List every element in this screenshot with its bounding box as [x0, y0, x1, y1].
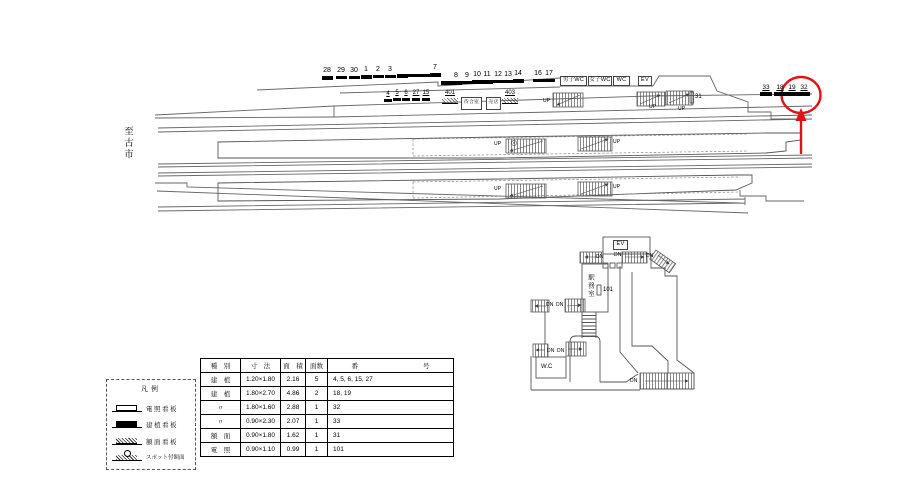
stair-dn-label: DN — [630, 378, 638, 384]
table-cell: 0.99 — [281, 443, 306, 457]
billboard-dash-icon — [422, 98, 430, 101]
billboard-number: 5 — [395, 90, 399, 97]
billboard-number: 1 — [364, 66, 368, 74]
table-cell: 〃 — [201, 401, 241, 415]
stair-up-label: UP — [678, 106, 686, 112]
table-row — [201, 415, 454, 429]
table-cell: 額 面 — [201, 429, 241, 443]
billboard-number: 18 — [776, 83, 784, 91]
table-row — [201, 373, 454, 387]
stair-up-label: UP — [649, 104, 657, 110]
billboard-number: 4 — [386, 90, 390, 97]
table-cell: 1.20×1.80 — [241, 373, 281, 387]
billboard-number: 13 — [504, 70, 512, 78]
room-wc-lower: W.C — [541, 364, 553, 370]
room-shop: 売店 — [486, 97, 501, 110]
billboard-dash-icon — [336, 76, 347, 80]
stair-up-label: UP — [543, 98, 551, 104]
billboard-number: 16 — [534, 69, 542, 77]
legend-item-label: 建植看板 — [146, 422, 178, 429]
table-row — [201, 401, 454, 415]
table-cell: 32 — [328, 401, 454, 415]
elevator-box: EV — [638, 76, 652, 86]
table-row — [201, 429, 454, 443]
billboard-number: 9 — [465, 71, 469, 79]
billboard-dash-icon — [760, 92, 772, 96]
table-cell: 1 — [306, 401, 328, 415]
billboard-number: 11 — [483, 71, 491, 79]
sign-401-label: 401 — [444, 90, 455, 96]
table-cell: 建 植 — [201, 387, 241, 401]
table-cell: 1.80×1.60 — [241, 401, 281, 415]
legend-item — [111, 397, 191, 414]
face-sign-icon — [502, 98, 518, 104]
table-cell: 2.16 — [281, 373, 306, 387]
table-cell: 0.90×2.30 — [241, 415, 281, 429]
sign-403-label: 403 — [504, 90, 515, 96]
table-cell: 電 照 — [201, 443, 241, 457]
legend-items — [111, 397, 191, 463]
billboard-number: 29 — [337, 66, 345, 74]
spec-table — [200, 358, 454, 457]
legend-item-label: スポット付額面 — [146, 455, 185, 461]
billboard-number: 27 — [412, 90, 420, 97]
lighted-sign-icon — [111, 401, 143, 414]
billboard-number: 10 — [473, 71, 481, 79]
billboard-number: 28 — [323, 67, 331, 75]
billboard-marker — [796, 84, 812, 96]
room-station-office: 駅務室 — [587, 274, 594, 298]
legend-item-label: 電照看板 — [146, 405, 178, 413]
elevator-box-lower: EV — [613, 240, 628, 250]
sign-31-label: 31 — [695, 94, 702, 100]
table-cell: 2.07 — [281, 415, 306, 429]
billboard-dash-icon — [513, 79, 524, 83]
billboard-number: 15 — [422, 89, 430, 96]
stair-up-label: UP — [613, 184, 621, 190]
sign-403 — [501, 90, 519, 104]
billboard-number: 32 — [800, 83, 808, 91]
stair-dn-label: DN — [556, 302, 564, 308]
table-cell: 1 — [306, 429, 328, 443]
table-cell: 5 — [306, 373, 328, 387]
table-header-cell: 種 別 — [201, 359, 241, 373]
billboard-number: 8 — [454, 72, 458, 80]
billboard-dash-icon — [798, 92, 810, 96]
stair-dn-label: DN — [596, 254, 604, 260]
table-cell: 1.80×2.70 — [241, 387, 281, 401]
billboard-dash-icon — [544, 79, 555, 83]
face-sign-icon — [442, 98, 458, 104]
legend-item — [111, 414, 191, 431]
table-header-cell: 寸 法 — [241, 359, 281, 373]
table-cell: 18, 19 — [328, 387, 454, 401]
billboard-number: 2 — [376, 65, 380, 73]
table-cell: 31 — [328, 429, 454, 443]
table-cell: 〃 — [201, 415, 241, 429]
billboard-number: 30 — [350, 66, 358, 74]
spot-sign-icon — [111, 450, 143, 463]
legend-title: 凡例 — [141, 386, 161, 393]
legend-item-label: 額面看板 — [146, 438, 178, 446]
stair-dn-label: DN — [646, 253, 654, 259]
legend-item — [111, 447, 191, 464]
sign-401 — [441, 90, 459, 104]
stair-up-label: UP — [494, 141, 502, 147]
table-cell: 4.86 — [281, 387, 306, 401]
table-cell: 建 植 — [201, 373, 241, 387]
table-cell: 1.62 — [281, 429, 306, 443]
table-cell: 1 — [306, 443, 328, 457]
billboard-marker — [510, 70, 526, 83]
table-header-cell: 面 積 — [281, 359, 306, 373]
stair-up-label: UP — [613, 139, 621, 145]
billboard-marker — [541, 70, 557, 83]
table-cell: 4, 5, 6, 15, 27 — [328, 373, 454, 387]
room-mens-wc: 男子WC — [560, 76, 587, 86]
billboard-number: 6 — [404, 90, 408, 97]
sign-101-label: 101 — [603, 287, 614, 293]
stair-dn-label: DN — [546, 302, 554, 308]
billboard-number: 12 — [494, 70, 502, 78]
billboard-number: 3 — [388, 65, 392, 73]
table-cell: 101 — [328, 443, 454, 457]
billboard-number: 17 — [545, 69, 553, 77]
table-cell: 1 — [306, 415, 328, 429]
billboard-marker — [418, 90, 434, 101]
table-header-cell: 面数 — [306, 359, 328, 373]
table-cell: 2 — [306, 387, 328, 401]
billboard-dash-icon — [322, 76, 333, 80]
legend-box — [106, 379, 196, 470]
table-header-row — [201, 359, 454, 373]
billboard-number: 7 — [433, 64, 437, 72]
table-cell: 2.88 — [281, 401, 306, 415]
room-womens-wc: 女子WC — [588, 76, 612, 86]
billboard-number: 14 — [514, 70, 522, 78]
table-cell: 33 — [328, 415, 454, 429]
stair-dn-label: DN — [614, 252, 622, 258]
room-waiting: 待合室 — [461, 97, 482, 110]
billboard-number: 33 — [762, 83, 770, 91]
table-header-cell: 番 号 — [328, 359, 454, 373]
room-wc: WC — [613, 76, 630, 86]
direction-label: 至古市 — [122, 126, 133, 161]
table-row — [201, 443, 454, 457]
legend-item — [111, 430, 191, 447]
stair-dn-label: DN — [547, 348, 555, 354]
erected-sign-icon — [111, 417, 143, 430]
stair-dn-label: DN — [557, 348, 565, 354]
stair-up-label: UP — [494, 186, 502, 192]
table-cell: 0.90×1.10 — [241, 443, 281, 457]
billboard-number: 19 — [788, 83, 796, 91]
table-cell: 0.90×1.80 — [241, 429, 281, 443]
face-sign-icon — [111, 434, 143, 447]
table-row — [201, 387, 454, 401]
